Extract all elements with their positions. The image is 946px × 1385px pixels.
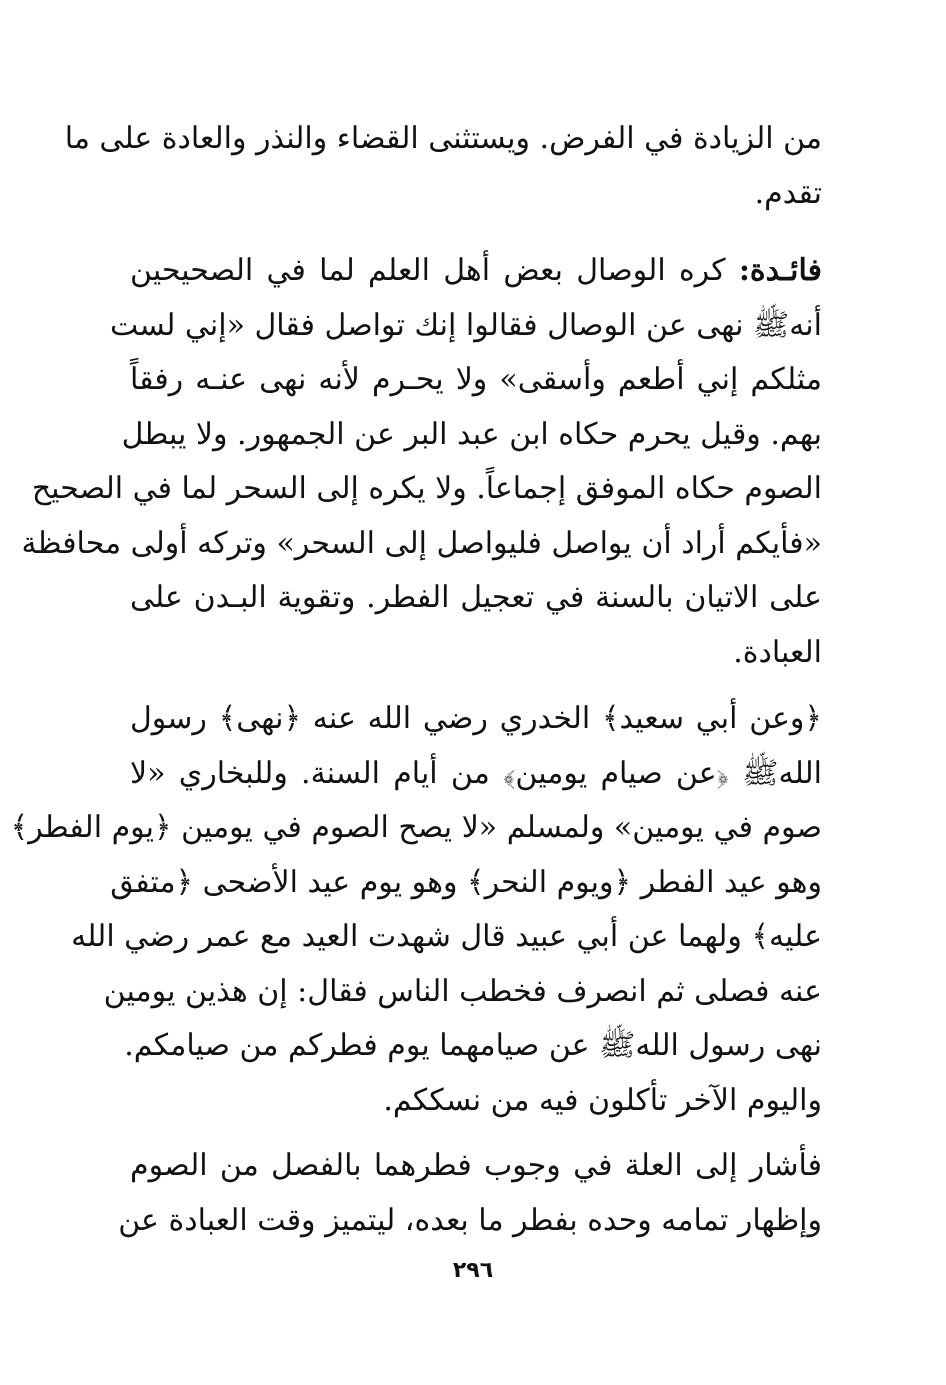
paragraph-2-benefit-note xyxy=(21,244,822,680)
text-line: ﴿وعن أبي سعيد﴾ الخدري رضي الله عنه ﴿نهى﴾ رسول xyxy=(130,701,822,736)
text-line: نهى رسول اللهﷺ عن صيامهما يوم فطركم من صيامكم. xyxy=(124,1028,822,1063)
text-line: «فأيكم أراد أن يواصل فليواصل إلى السحر» وتركه أولى محافظة xyxy=(21,525,822,561)
text-line: عليه﴾ ولهما عن أبي عبيد قال شهدت العيد مع عمر رضي الله xyxy=(71,919,822,954)
text-line: من الزيادة في الفرض. ويستثنى القضاء والنذر والعادة على ما xyxy=(64,121,822,156)
text-line: مثلكم إني أطعم وأسقى» ولا يحـرم لأنه نهى عنـه رفقاً xyxy=(130,362,822,397)
text-line: الصوم حكاه الموفق إجماعاً. ولا يكره إلى السحر لما في الصحيح xyxy=(31,471,822,506)
text-line: بهم. وقيل يحرم حكاه ابن عبد البر عن الجمهور. ولا يبطل xyxy=(121,416,822,452)
text-line: وهو عيد الفطر ﴿ويوم النحر﴾ وهو يوم عيد الأضحى ﴿متفق xyxy=(110,864,822,900)
text-line: عنه فصلى ثم انصرف فخطب الناس فقال: إن هذين يومين xyxy=(103,973,822,1009)
text-line: وإظهار تمامه وحده بفطر ما بعده، ليتميز وقت العبادة عن xyxy=(118,1202,822,1238)
text-line: فأشار إلى العلة في وجوب فطرهما بالفصل من الصوم xyxy=(130,1148,822,1183)
text-line-rest: كره الوصال بعض أهل العلم لما في الصحيحين xyxy=(130,253,726,288)
text-line: على الاتيان بالسنة في تعجيل الفطر. وتقوية البـدن على xyxy=(130,580,822,615)
text-line: واليوم الآخر تأكلون فيه من نسككم. xyxy=(383,1082,822,1118)
text-line: العبادة. xyxy=(733,634,822,670)
page-number: ٢٩٦ xyxy=(452,1258,494,1283)
paragraph-1 xyxy=(64,112,822,221)
text-line: تقدم. xyxy=(754,175,822,211)
benefit-label: فائـدة: xyxy=(738,253,822,288)
text-line: أنهﷺ نهى عن الوصال فقالوا إنك تواصل فقال «إني لست xyxy=(110,307,822,343)
text-line: صوم في يومين» ولمسلم «لا يصح الصوم في يومين ﴿يوم الفطر﴾ xyxy=(10,810,822,845)
text-line xyxy=(130,244,822,299)
text-line: اللهﷺ ﴿عن صيام يومين﴾ من أيام السنة. وللبخاري «لا xyxy=(130,755,822,791)
paragraph-3 xyxy=(10,692,822,1128)
paragraph-4 xyxy=(118,1139,822,1248)
